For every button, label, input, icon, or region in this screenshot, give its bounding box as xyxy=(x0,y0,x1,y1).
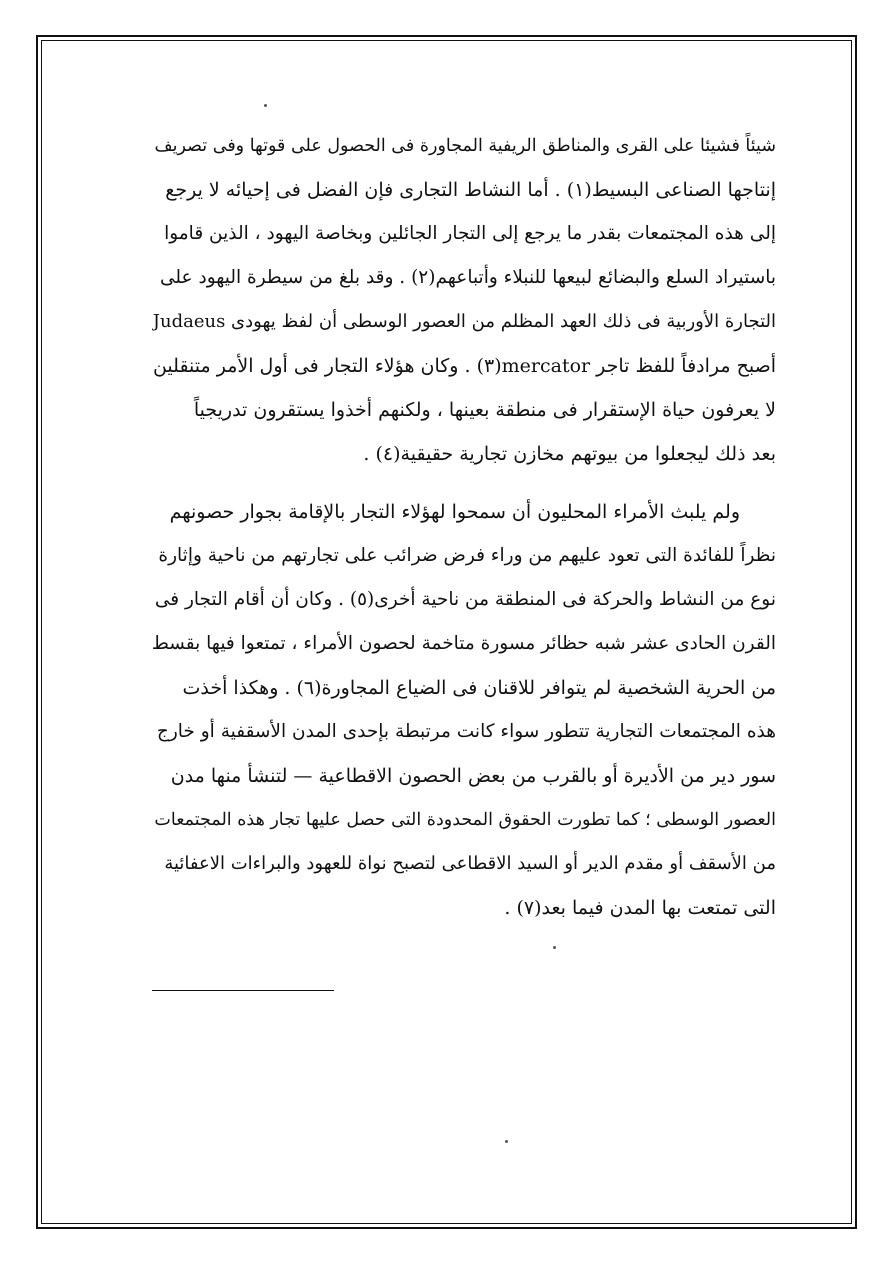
text-line: إلى هذه المجتمعات بقدر ما يرجع إلى التجار الجائلين وبخاصة اليهود ، الذين قاموا xyxy=(164,223,776,244)
text-line: نظراً للفائدة التى تعود عليهم من وراء فرض ضرائب على تجارتهم من ناحية وإثارة xyxy=(158,545,776,566)
text-line: نوع من النشاط والحركة فى المنطقة من ناحية أخرى(٥) . وكان أن أقام التجار فى xyxy=(154,589,776,610)
body-text xyxy=(152,124,776,930)
paragraph-1 xyxy=(152,124,776,476)
text-line: ولم يلبث الأمراء المحليون أن سمحوا لهؤلاء التجار بالإقامة بجوار حصونهم xyxy=(169,501,740,523)
footnote-separator xyxy=(152,990,334,991)
text-line: سور دير من الأديرة أو بالقرب من بعض الحصون الاقطاعية — لتنشأ منها مدن xyxy=(170,765,776,787)
text-line: لا يعرفون حياة الإستقرار فى منطقة بعينها ، ولكنهم أخذوا يستقرون تدريجياً xyxy=(193,399,776,421)
text-line: هذه المجتمعات التجارية تتطور سواء كانت مرتبطة بإحدى المدن الأسقفية أو خارج xyxy=(156,721,776,742)
text-line: إنتاجها الصناعى البسيط(١) . أما النشاط التجارى فإن الفضل فى إحيائه لا يرجع xyxy=(165,179,776,201)
text-line: العصور الوسطى ؛ كما تطورت الحقوق المحدودة التى حصل عليها تجار هذه المجتمعات xyxy=(154,810,776,830)
scan-speck xyxy=(505,1140,508,1143)
paragraph-2 xyxy=(152,490,776,930)
text-line: شيئاً فشيئا على القرى والمناطق الريفية المجاورة فى الحصول على قوتها وفى تصريف xyxy=(154,136,776,156)
text-line: من الحرية الشخصية لم يتوافر للاقنان فى الضياع المجاورة(٦) . وهكذا أخذت xyxy=(182,677,776,699)
text-line: القرن الحادى عشر شبه حظائر مسورة متاخمة لحصون الأمراء ، تمتعوا فيها بقسط xyxy=(152,633,776,654)
text-line: بعد ذلك ليجعلوا من بيوتهم مخازن تجارية حقيقية(٤) . xyxy=(363,443,776,465)
text-line: التجارة الأوربية فى ذلك العهد المظلم من العصور الوسطى أن لفظ يهودى Judaeus xyxy=(152,311,776,332)
text-line: التى تمتعت بها المدن فيما بعد(٧) . xyxy=(504,897,776,919)
text-line: من الأسقف أو مقدم الدير أو السيد الاقطاعى لتصبح نواة للعهود والبراءات الاعفائية xyxy=(164,853,776,874)
scan-speck xyxy=(264,104,267,107)
text-line: أصبح مرادفاً للفظ تاجر mercator(٣) . وكان هؤلاء التجار فى أول الأمر متنقلين xyxy=(152,355,776,377)
text-line: باستيراد السلع والبضائع لبيعها للنبلاء وأتباعهم(٢) . وقد بلغ من سيطرة اليهود على xyxy=(160,267,776,288)
scan-speck xyxy=(553,946,556,949)
